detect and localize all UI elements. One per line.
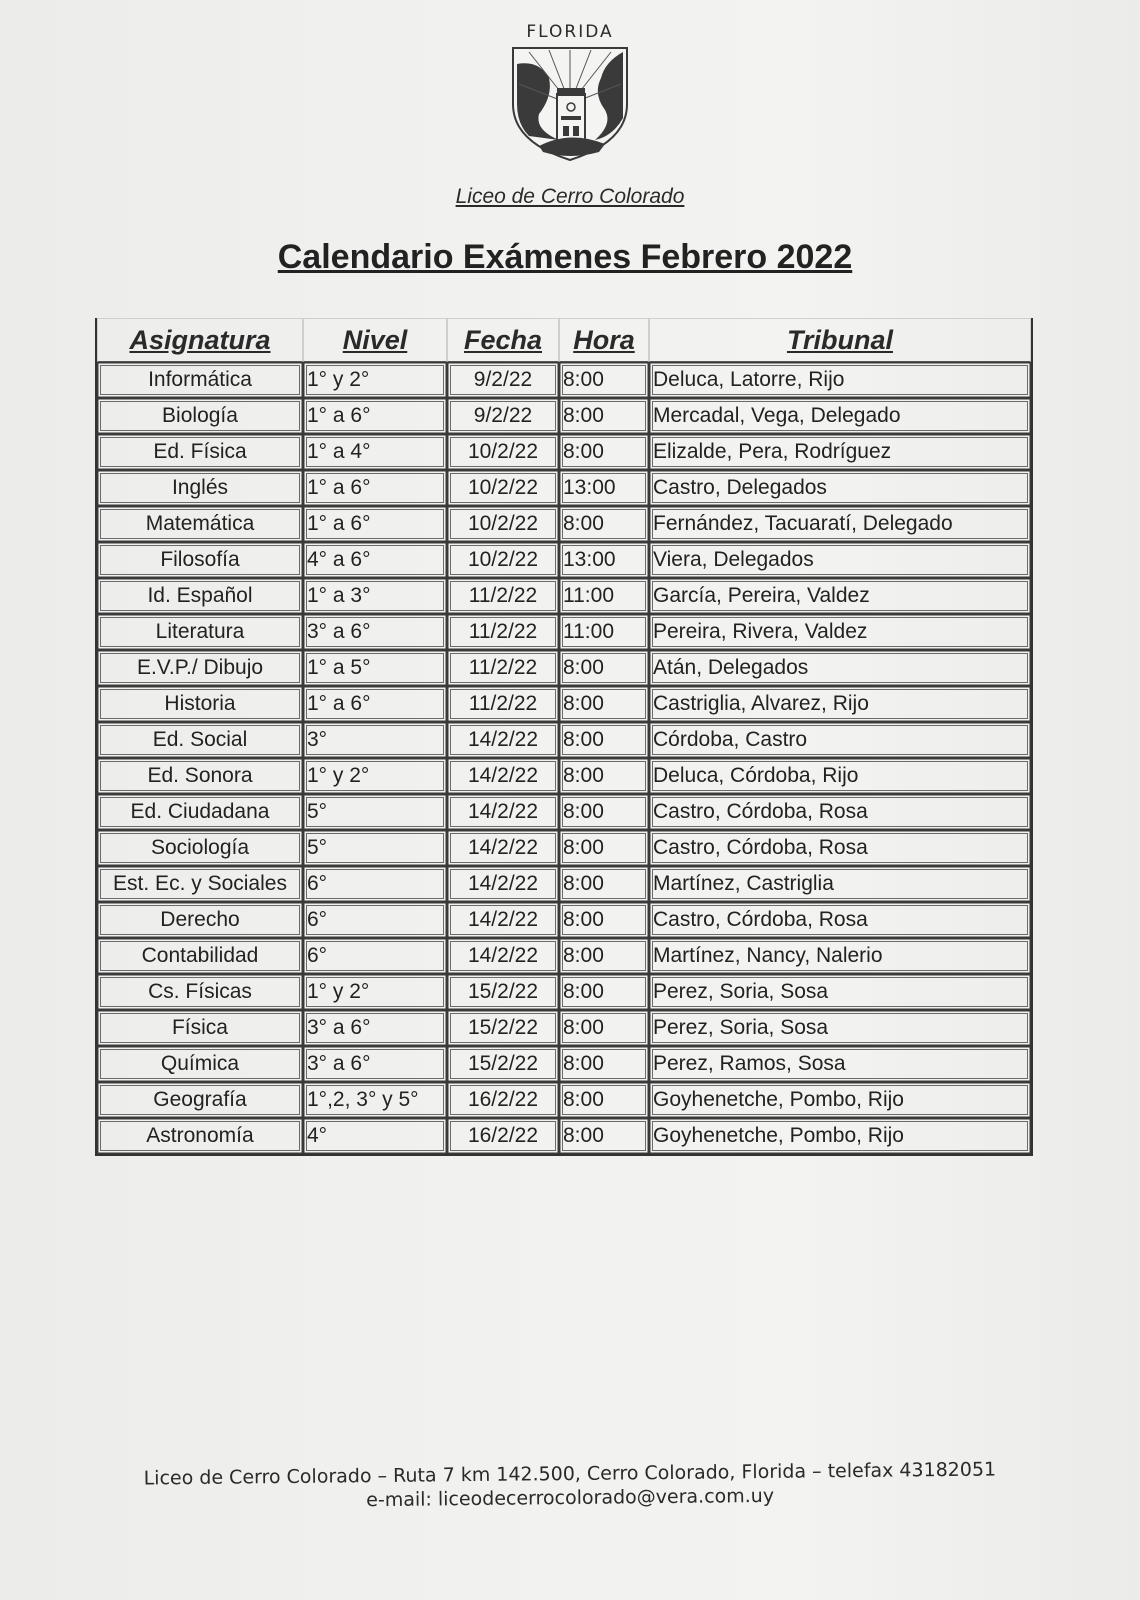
school-name: Liceo de Cerro Colorado (455, 185, 685, 208)
cell-time: 8:00 (559, 1010, 649, 1046)
cell-level: 3° (303, 722, 447, 758)
cell-time: 8:00 (559, 758, 649, 794)
cell-subject: Historia (97, 686, 303, 722)
cell-time: 13:00 (559, 470, 649, 506)
cell-date: 15/2/22 (447, 1046, 559, 1082)
table-row (97, 470, 1031, 506)
cell-level: 1° a 6° (303, 398, 447, 434)
cell-date: 16/2/22 (447, 1082, 559, 1118)
cell-board: Perez, Ramos, Sosa (649, 1046, 1031, 1082)
page-title: Calendario Exámenes Febrero 2022 (277, 238, 853, 276)
cell-date: 15/2/22 (447, 1010, 559, 1046)
cell-date: 14/2/22 (447, 866, 559, 902)
table-row (97, 866, 1031, 902)
table-row (97, 794, 1031, 830)
cell-board: Castriglia, Alvarez, Rijo (649, 686, 1031, 722)
cell-date: 10/2/22 (447, 542, 559, 578)
cell-board: Martínez, Nancy, Nalerio (649, 938, 1031, 974)
cell-level: 1° a 6° (303, 506, 447, 542)
cell-subject: Ed. Física (97, 434, 303, 470)
exam-schedule-table (95, 318, 1033, 1156)
cell-time: 8:00 (559, 650, 649, 686)
cell-date: 14/2/22 (447, 758, 559, 794)
cell-level: 1° y 2° (303, 758, 447, 794)
cell-board: Castro, Córdoba, Rosa (649, 794, 1031, 830)
cell-board: Viera, Delegados (649, 542, 1031, 578)
cell-date: 10/2/22 (447, 470, 559, 506)
table-row (97, 1082, 1031, 1118)
cell-time: 8:00 (559, 794, 649, 830)
cell-subject: Contabilidad (97, 938, 303, 974)
cell-time: 11:00 (559, 614, 649, 650)
table-row (97, 650, 1031, 686)
table-row (97, 830, 1031, 866)
cell-date: 11/2/22 (447, 578, 559, 614)
column-header-subject: Asignatura (97, 318, 303, 362)
cell-board: Fernández, Tacuaratí, Delegado (649, 506, 1031, 542)
cell-board: Deluca, Latorre, Rijo (649, 362, 1031, 398)
cell-subject: E.V.P./ Dibujo (97, 650, 303, 686)
cell-level: 4° (303, 1118, 447, 1154)
cell-level: 6° (303, 866, 447, 902)
cell-date: 14/2/22 (447, 938, 559, 974)
cell-date: 11/2/22 (447, 650, 559, 686)
cell-subject: Química (97, 1046, 303, 1082)
table-header-row (97, 318, 1031, 362)
cell-subject: Literatura (97, 614, 303, 650)
table-body (97, 362, 1031, 1154)
cell-subject: Astronomía (97, 1118, 303, 1154)
cell-board: Castro, Delegados (649, 470, 1031, 506)
cell-subject: Matemática (97, 506, 303, 542)
column-header-time: Hora (559, 318, 649, 362)
cell-time: 8:00 (559, 362, 649, 398)
cell-level: 1° a 3° (303, 578, 447, 614)
table-row (97, 902, 1031, 938)
cell-subject: Geografía (97, 1082, 303, 1118)
cell-board: Atán, Delegados (649, 650, 1031, 686)
cell-level: 6° (303, 902, 447, 938)
column-header-date: Fecha (447, 318, 559, 362)
table-row (97, 362, 1031, 398)
cell-level: 3° a 6° (303, 1010, 447, 1046)
table-row (97, 542, 1031, 578)
cell-time: 11:00 (559, 578, 649, 614)
cell-date: 11/2/22 (447, 686, 559, 722)
cell-subject: Derecho (97, 902, 303, 938)
cell-time: 8:00 (559, 902, 649, 938)
cell-level: 4° a 6° (303, 542, 447, 578)
cell-board: Goyhenetche, Pombo, Rijo (649, 1082, 1031, 1118)
cell-level: 3° a 6° (303, 1046, 447, 1082)
cell-board: Deluca, Córdoba, Rijo (649, 758, 1031, 794)
cell-level: 5° (303, 794, 447, 830)
table-row (97, 434, 1031, 470)
crest-label: FLORIDA (526, 22, 614, 42)
cell-time: 8:00 (559, 938, 649, 974)
cell-time: 8:00 (559, 1082, 649, 1118)
cell-date: 10/2/22 (447, 434, 559, 470)
table-row (97, 1046, 1031, 1082)
cell-time: 8:00 (559, 506, 649, 542)
cell-time: 8:00 (559, 398, 649, 434)
cell-subject: Ed. Social (97, 722, 303, 758)
cell-time: 8:00 (559, 434, 649, 470)
cell-time: 8:00 (559, 1118, 649, 1154)
cell-time: 8:00 (559, 830, 649, 866)
cell-subject: Física (97, 1010, 303, 1046)
cell-date: 10/2/22 (447, 506, 559, 542)
cell-time: 13:00 (559, 542, 649, 578)
cell-time: 8:00 (559, 722, 649, 758)
footer-address: Liceo de Cerro Colorado – Ruta 7 km 142.500, Cerro Colorado, Florida – telefax 43182051 (143, 1458, 997, 1490)
table-row (97, 1010, 1031, 1046)
cell-subject: Id. Español (97, 578, 303, 614)
table-row (97, 758, 1031, 794)
cell-board: Córdoba, Castro (649, 722, 1031, 758)
table-row (97, 578, 1031, 614)
cell-subject: Cs. Físicas (97, 974, 303, 1010)
cell-level: 1° a 4° (303, 434, 447, 470)
cell-level: 1° a 6° (303, 470, 447, 506)
cell-board: Castro, Córdoba, Rosa (649, 830, 1031, 866)
cell-subject: Informática (97, 362, 303, 398)
table-row (97, 614, 1031, 650)
cell-time: 8:00 (559, 686, 649, 722)
cell-subject: Inglés (97, 470, 303, 506)
cell-time: 8:00 (559, 974, 649, 1010)
cell-date: 15/2/22 (447, 974, 559, 1010)
cell-board: Martínez, Castriglia (649, 866, 1031, 902)
cell-date: 14/2/22 (447, 794, 559, 830)
cell-date: 14/2/22 (447, 902, 559, 938)
cell-level: 1° a 5° (303, 650, 447, 686)
cell-board: Perez, Soria, Sosa (649, 1010, 1031, 1046)
cell-date: 9/2/22 (447, 398, 559, 434)
table-row (97, 1118, 1031, 1154)
cell-board: Castro, Córdoba, Rosa (649, 902, 1031, 938)
cell-date: 16/2/22 (447, 1118, 559, 1154)
cell-level: 1° a 6° (303, 686, 447, 722)
table-row (97, 938, 1031, 974)
footer-contact (0, 1456, 1140, 1516)
column-header-level: Nivel (303, 318, 447, 362)
cell-date: 11/2/22 (447, 614, 559, 650)
cell-board: Elizalde, Pera, Rodríguez (649, 434, 1031, 470)
cell-level: 3° a 6° (303, 614, 447, 650)
cell-level: 1° y 2° (303, 362, 447, 398)
cell-level: 1°,2, 3° y 5° (303, 1082, 447, 1118)
cell-subject: Ed. Sonora (97, 758, 303, 794)
cell-level: 5° (303, 830, 447, 866)
cell-board: Pereira, Rivera, Valdez (649, 614, 1031, 650)
cell-level: 6° (303, 938, 447, 974)
cell-subject: Biología (97, 398, 303, 434)
table-row (97, 398, 1031, 434)
cell-board: García, Pereira, Valdez (649, 578, 1031, 614)
cell-subject: Sociología (97, 830, 303, 866)
cell-date: 14/2/22 (447, 830, 559, 866)
shield-emblem-icon (509, 44, 631, 164)
footer-email: e-mail: liceodecerrocolorado@vera.com.uy (366, 1484, 775, 1512)
cell-date: 14/2/22 (447, 722, 559, 758)
cell-subject: Est. Ec. y Sociales (97, 866, 303, 902)
cell-board: Mercadal, Vega, Delegado (649, 398, 1031, 434)
table-row (97, 506, 1031, 542)
table-row (97, 686, 1031, 722)
cell-time: 8:00 (559, 1046, 649, 1082)
cell-board: Perez, Soria, Sosa (649, 974, 1031, 1010)
cell-level: 1° y 2° (303, 974, 447, 1010)
cell-board: Goyhenetche, Pombo, Rijo (649, 1118, 1031, 1154)
cell-time: 8:00 (559, 866, 649, 902)
table-row (97, 974, 1031, 1010)
cell-subject: Ed. Ciudadana (97, 794, 303, 830)
florida-crest (505, 22, 635, 164)
column-header-board: Tribunal (649, 318, 1031, 362)
cell-date: 9/2/22 (447, 362, 559, 398)
table-row (97, 722, 1031, 758)
cell-subject: Filosofía (97, 542, 303, 578)
